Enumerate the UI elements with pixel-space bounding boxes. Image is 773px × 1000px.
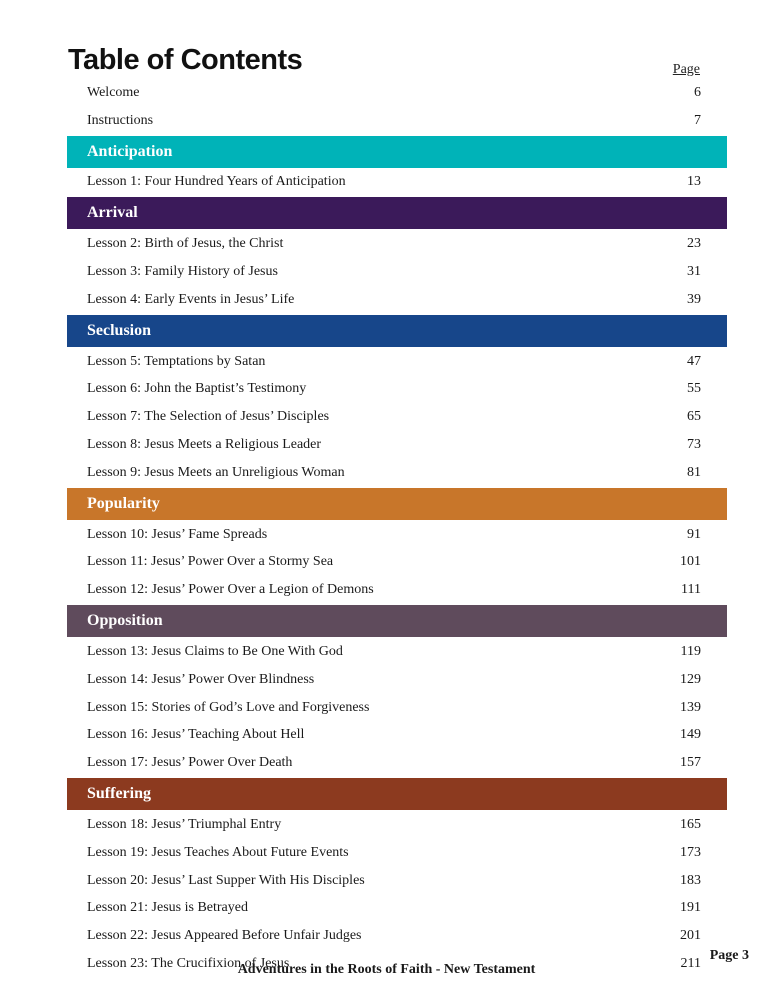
toc-entry-page: 13: [687, 174, 701, 190]
toc-entry-label: Lesson 12: Jesus’ Power Over a Legion of Demons: [87, 582, 374, 598]
toc-entry: [67, 286, 727, 314]
toc-entry-label: Lesson 3: Family History of Jesus: [87, 264, 278, 280]
toc-entry: [67, 348, 727, 376]
toc-entry: [67, 521, 727, 549]
toc-entry-page: 191: [680, 900, 701, 916]
toc-entry-page: 173: [680, 844, 701, 860]
toc-entry: [67, 230, 727, 258]
toc-entry-page: 139: [680, 699, 701, 715]
toc-entry: [67, 694, 727, 722]
toc-entry-page: 55: [687, 381, 701, 397]
toc-entry: [67, 403, 727, 431]
toc-entry-label: Lesson 6: John the Baptist’s Testimony: [87, 381, 307, 397]
toc-entry: [67, 666, 727, 694]
toc-entry: [67, 867, 727, 895]
toc-entry-page: 91: [687, 526, 701, 542]
section-header-suffering: Suffering: [67, 778, 727, 810]
toc-entry-label: Lesson 19: Jesus Teaches About Future Events: [87, 844, 349, 860]
toc-entry-page: 101: [680, 554, 701, 570]
toc-entry-label: Lesson 14: Jesus’ Power Over Blindness: [87, 671, 315, 687]
toc-entry: [67, 895, 727, 923]
toc-entry-label: Lesson 23: The Crucifixion of Jesus: [87, 956, 290, 972]
toc-entry-label: Lesson 5: Temptations by Satan: [87, 353, 266, 369]
toc-entry: [67, 576, 727, 604]
toc-entry: [67, 638, 727, 666]
toc-entry-page: 7: [694, 112, 701, 128]
toc-entry-page: 129: [680, 671, 701, 687]
toc-entry-page: 73: [687, 437, 701, 453]
toc-entry-page: 119: [680, 644, 701, 660]
toc-entry-page: 165: [680, 817, 701, 833]
toc-entry-label: Lesson 2: Birth of Jesus, the Christ: [87, 236, 284, 252]
toc-entry-label: Welcome: [87, 84, 140, 100]
toc-entry-page: 81: [687, 464, 701, 480]
toc-entry: [67, 722, 727, 750]
toc-entry-page: 23: [687, 236, 701, 252]
toc-entry-page: 201: [680, 928, 701, 944]
toc-entry: [67, 839, 727, 867]
toc-entry-label: Lesson 16: Jesus’ Teaching About Hell: [87, 727, 305, 743]
toc-entry-label: Lesson 9: Jesus Meets an Unreligious Woman: [87, 464, 345, 480]
toc-entry-label: Lesson 8: Jesus Meets a Religious Leader: [87, 437, 322, 453]
toc-entry-label: Lesson 10: Jesus’ Fame Spreads: [87, 526, 268, 542]
page-number: Page 3: [709, 948, 749, 963]
book-title: Adventures in the Roots of Faith - New Testament: [237, 962, 536, 977]
toc-entry-label: Lesson 17: Jesus’ Power Over Death: [87, 755, 293, 771]
toc-entry: [67, 549, 727, 577]
toc-entry-label: Lesson 4: Early Events in Jesus’ Life: [87, 291, 295, 307]
toc-entry: [67, 79, 727, 107]
toc-entry: [67, 459, 727, 487]
toc-entry-label: Lesson 11: Jesus’ Power Over a Stormy Sea: [87, 554, 334, 570]
page-column-header: Page: [672, 62, 700, 77]
toc-entry-page: 183: [680, 872, 701, 888]
toc-entry-label: Instructions: [87, 112, 154, 128]
toc-entry-page: 211: [680, 956, 701, 972]
toc-entry-label: Lesson 15: Stories of God’s Love and Forgiveness: [87, 699, 370, 715]
toc-entry: [67, 811, 727, 839]
toc-entry-page: 149: [680, 727, 701, 743]
toc-entry-label: Lesson 13: Jesus Claims to Be One With God: [87, 644, 343, 660]
toc-entry-label: Lesson 22: Jesus Appeared Before Unfair Judges: [87, 928, 362, 944]
section-header-arrival: Arrival: [67, 197, 727, 229]
toc-entry: [67, 749, 727, 777]
toc-entry: [67, 922, 727, 950]
toc-entry: [67, 431, 727, 459]
toc-entry: [67, 258, 727, 286]
toc-entry-label: Lesson 21: Jesus is Betrayed: [87, 900, 248, 916]
section-header-opposition: Opposition: [67, 605, 727, 637]
toc-entry-page: 47: [687, 353, 701, 369]
page-title: Table of Contents: [68, 44, 303, 76]
toc-entry: [67, 376, 727, 404]
toc-entry-page: 65: [687, 409, 701, 425]
toc-entry: [67, 107, 727, 135]
toc-entry-label: Lesson 7: The Selection of Jesus’ Disciples: [87, 409, 330, 425]
toc-entry-page: 6: [694, 84, 701, 100]
toc-entry-page: 111: [681, 582, 701, 598]
toc-entry: [67, 169, 727, 197]
section-header-seclusion: Seclusion: [67, 315, 727, 347]
toc-entry-label: Lesson 1: Four Hundred Years of Anticipation: [87, 174, 346, 190]
table-of-contents: [67, 79, 727, 978]
section-header-popularity: Popularity: [67, 488, 727, 520]
toc-entry-label: Lesson 20: Jesus’ Last Supper With His Disciples: [87, 872, 365, 888]
section-header-anticipation: Anticipation: [67, 136, 727, 168]
toc-entry-label: Lesson 18: Jesus’ Triumphal Entry: [87, 817, 282, 833]
toc-entry-page: 39: [687, 291, 701, 307]
toc-entry-page: 157: [680, 755, 701, 771]
toc-entry-page: 31: [687, 264, 701, 280]
